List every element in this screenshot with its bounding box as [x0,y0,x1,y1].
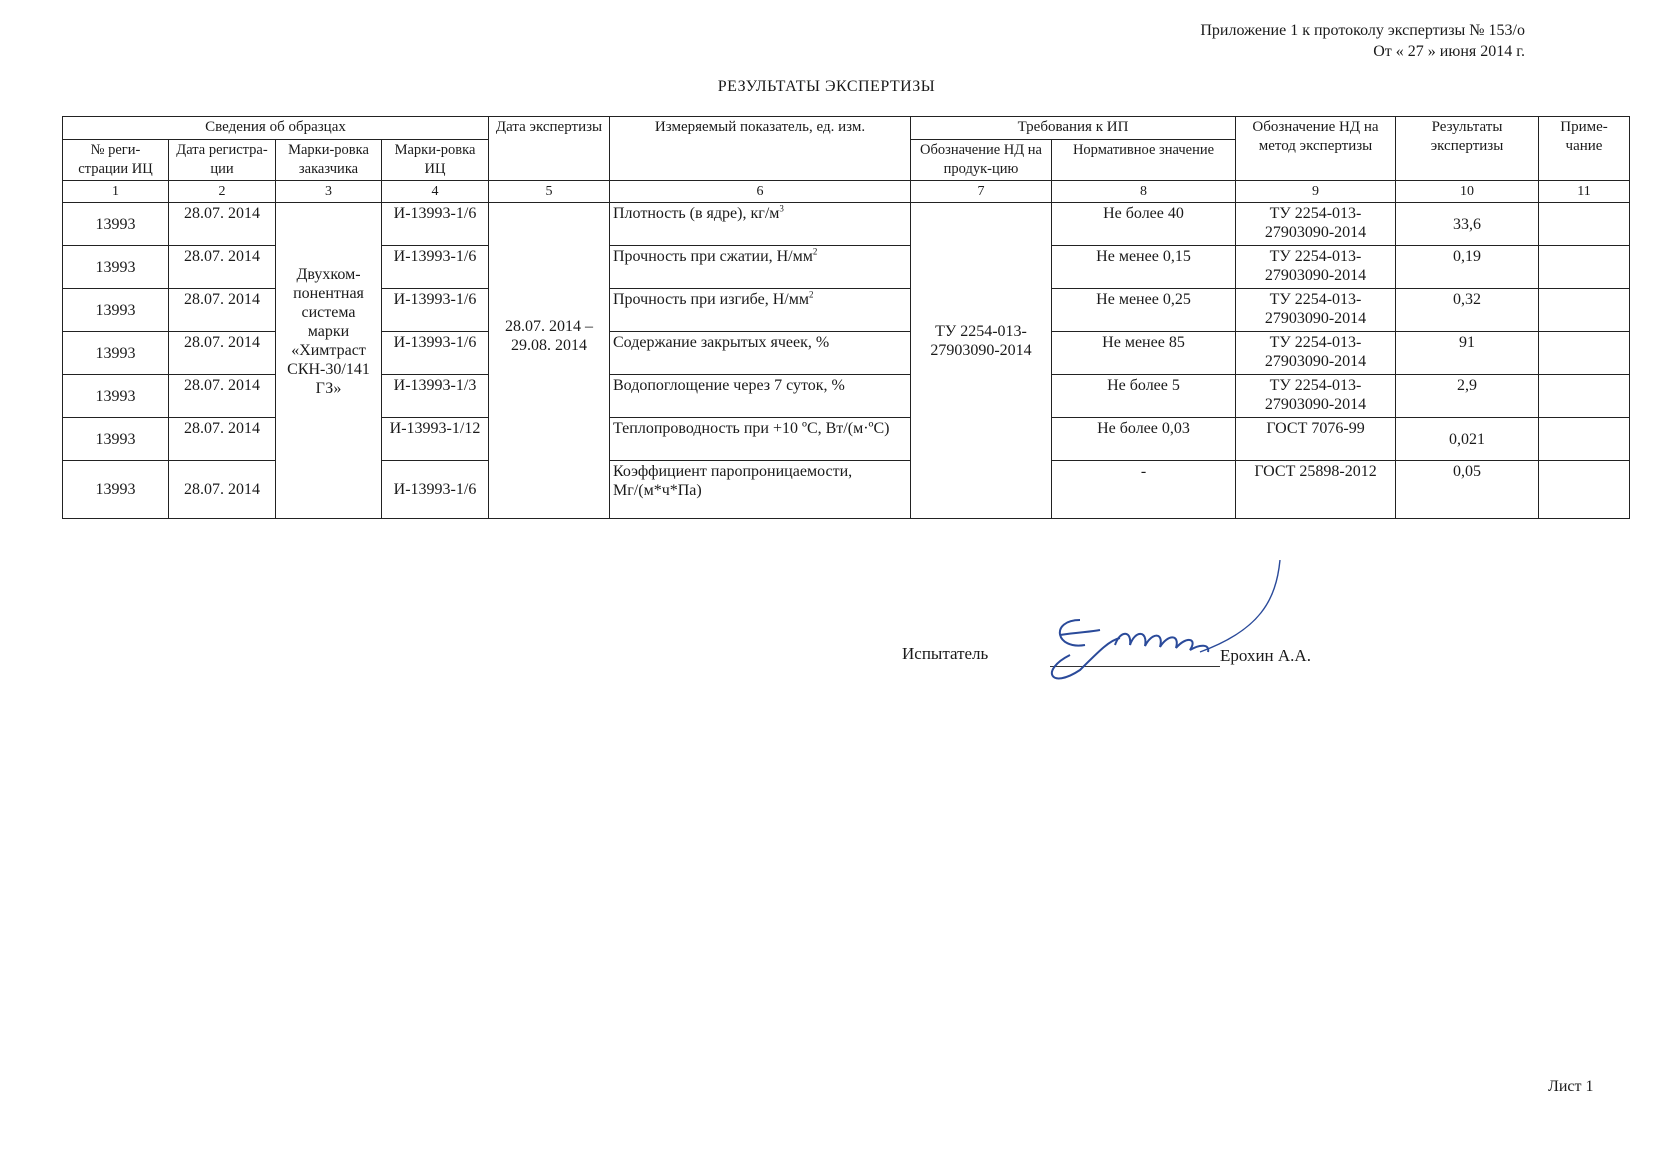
parameter: Водопоглощение через 7 суток, % [610,375,911,418]
method-nd: ТУ 2254-013-27903090-2014 [1236,332,1396,375]
method-nd: ТУ 2254-013-27903090-2014 [1236,246,1396,289]
note [1539,246,1630,289]
note [1539,289,1630,332]
reg-number: 13993 [63,375,169,418]
lab-marking: И-13993-1/12 [382,418,489,461]
note [1539,418,1630,461]
lab-marking: И-13993-1/6 [382,203,489,246]
lab-marking: И-13993-1/3 [382,375,489,418]
date-line: От « 27 » июня 2014 г. [1373,43,1525,60]
lab-marking: И-13993-1/6 [382,461,489,519]
header-row-1 [63,117,1630,140]
col-number: 7 [911,181,1052,203]
col-reg-header: № реги-страции ИЦ [63,140,169,181]
lab-marking: И-13993-1/6 [382,332,489,375]
parameter: Содержание закрытых ячеек, % [610,332,911,375]
note [1539,203,1630,246]
method-nd: ТУ 2254-013-27903090-2014 [1236,203,1396,246]
col-product-nd-header: Обозначение НД на продук-цию [911,140,1052,181]
norm-value: Не более 0,03 [1052,418,1236,461]
col-number: 11 [1539,181,1630,203]
group-samples-header: Сведения об образцах [63,117,489,140]
col-norm-header: Нормативное значение [1052,140,1236,181]
col-method-nd-header: Обозначение НД на метод экспертизы [1236,117,1396,181]
column-number-row [63,181,1630,203]
product-nd: ТУ 2254-013-27903090-2014 [911,203,1052,519]
col-number: 9 [1236,181,1396,203]
col-note-header: Приме-чание [1539,117,1630,181]
parameter: Коэффициент паропроницаемости, Мг/(м*ч*Па) [610,461,911,519]
note [1539,332,1630,375]
col-exam-date-header: Дата экспертизы [489,117,610,181]
parameter: Плотность (в ядре), $кг/м^3$ [610,203,911,246]
method-nd: ТУ 2254-013-27903090-2014 [1236,375,1396,418]
col-customer-mark-header: Марки-ровка заказчика [276,140,382,181]
reg-number: 13993 [63,289,169,332]
method-nd: ТУ 2254-013-27903090-2014 [1236,289,1396,332]
col-number: 4 [382,181,489,203]
results-table [62,116,1630,519]
reg-date: 28.07. 2014 [169,289,276,332]
norm-value: Не менее 85 [1052,332,1236,375]
customer-marking: Двухком-понентная система марки «Химтраст СКН-30/141 ГЗ» [276,203,382,519]
reg-number: 13993 [63,203,169,246]
result-value: 0,32 [1396,289,1539,332]
col-number: 10 [1396,181,1539,203]
norm-value: - [1052,461,1236,519]
table-row [63,203,1630,246]
group-requirements-header: Требования к ИП [911,117,1236,140]
sheet-number: Лист 1 [1548,1078,1594,1095]
result-value: 33,6 [1396,203,1539,246]
reg-date: 28.07. 2014 [169,203,276,246]
method-nd: ГОСТ 25898-2012 [1236,461,1396,519]
signer-name: Ерохин А.А. [1220,646,1311,665]
col-parameter-header: Измеряемый показатель, ед. изм. [610,117,911,181]
result-value: 91 [1396,332,1539,375]
col-number: 6 [610,181,911,203]
col-number: 1 [63,181,169,203]
appendix-line: Приложение 1 к протоколу экспертизы № 153/о [1200,22,1525,39]
result-value: 0,021 [1396,418,1539,461]
note [1539,461,1630,519]
norm-value: Не более 40 [1052,203,1236,246]
result-value: 0,05 [1396,461,1539,519]
document-header [1200,20,1525,62]
reg-date: 28.07. 2014 [169,375,276,418]
reg-date: 28.07. 2014 [169,246,276,289]
col-lab-mark-header: Марки-ровка ИЦ [382,140,489,181]
exam-date: 28.07. 2014 – 29.08. 2014 [489,203,610,519]
reg-number: 13993 [63,246,169,289]
result-value: 2,9 [1396,375,1539,418]
col-results-header: Результаты экспертизы [1396,117,1539,181]
norm-value: Не менее 0,15 [1052,246,1236,289]
norm-value: Не менее 0,25 [1052,289,1236,332]
col-number: 8 [1052,181,1236,203]
method-nd: ГОСТ 7076-99 [1236,418,1396,461]
handwritten-signature [1040,560,1300,690]
reg-date: 28.07. 2014 [169,418,276,461]
parameter: Прочность при изгибе, $Н/мм^2$ [610,289,911,332]
page-title: РЕЗУЛЬТАТЫ ЭКСПЕРТИЗЫ [717,78,936,95]
col-number: 5 [489,181,610,203]
reg-date: 28.07. 2014 [169,332,276,375]
parameter: Теплопроводность при +10 ºС, Вт/(м·ºС) [610,418,911,461]
col-reg-date-header: Дата регистра-ции [169,140,276,181]
parameter: Прочность при сжатии, $Н/мм^2$ [610,246,911,289]
reg-number: 13993 [63,418,169,461]
reg-date: 28.07. 2014 [169,461,276,519]
result-value: 0,19 [1396,246,1539,289]
reg-number: 13993 [63,332,169,375]
col-number: 3 [276,181,382,203]
reg-number: 13993 [63,461,169,519]
lab-marking: И-13993-1/6 [382,289,489,332]
note [1539,375,1630,418]
lab-marking: И-13993-1/6 [382,246,489,289]
signer-label: Испытатель [902,644,989,663]
col-number: 2 [169,181,276,203]
norm-value: Не более 5 [1052,375,1236,418]
